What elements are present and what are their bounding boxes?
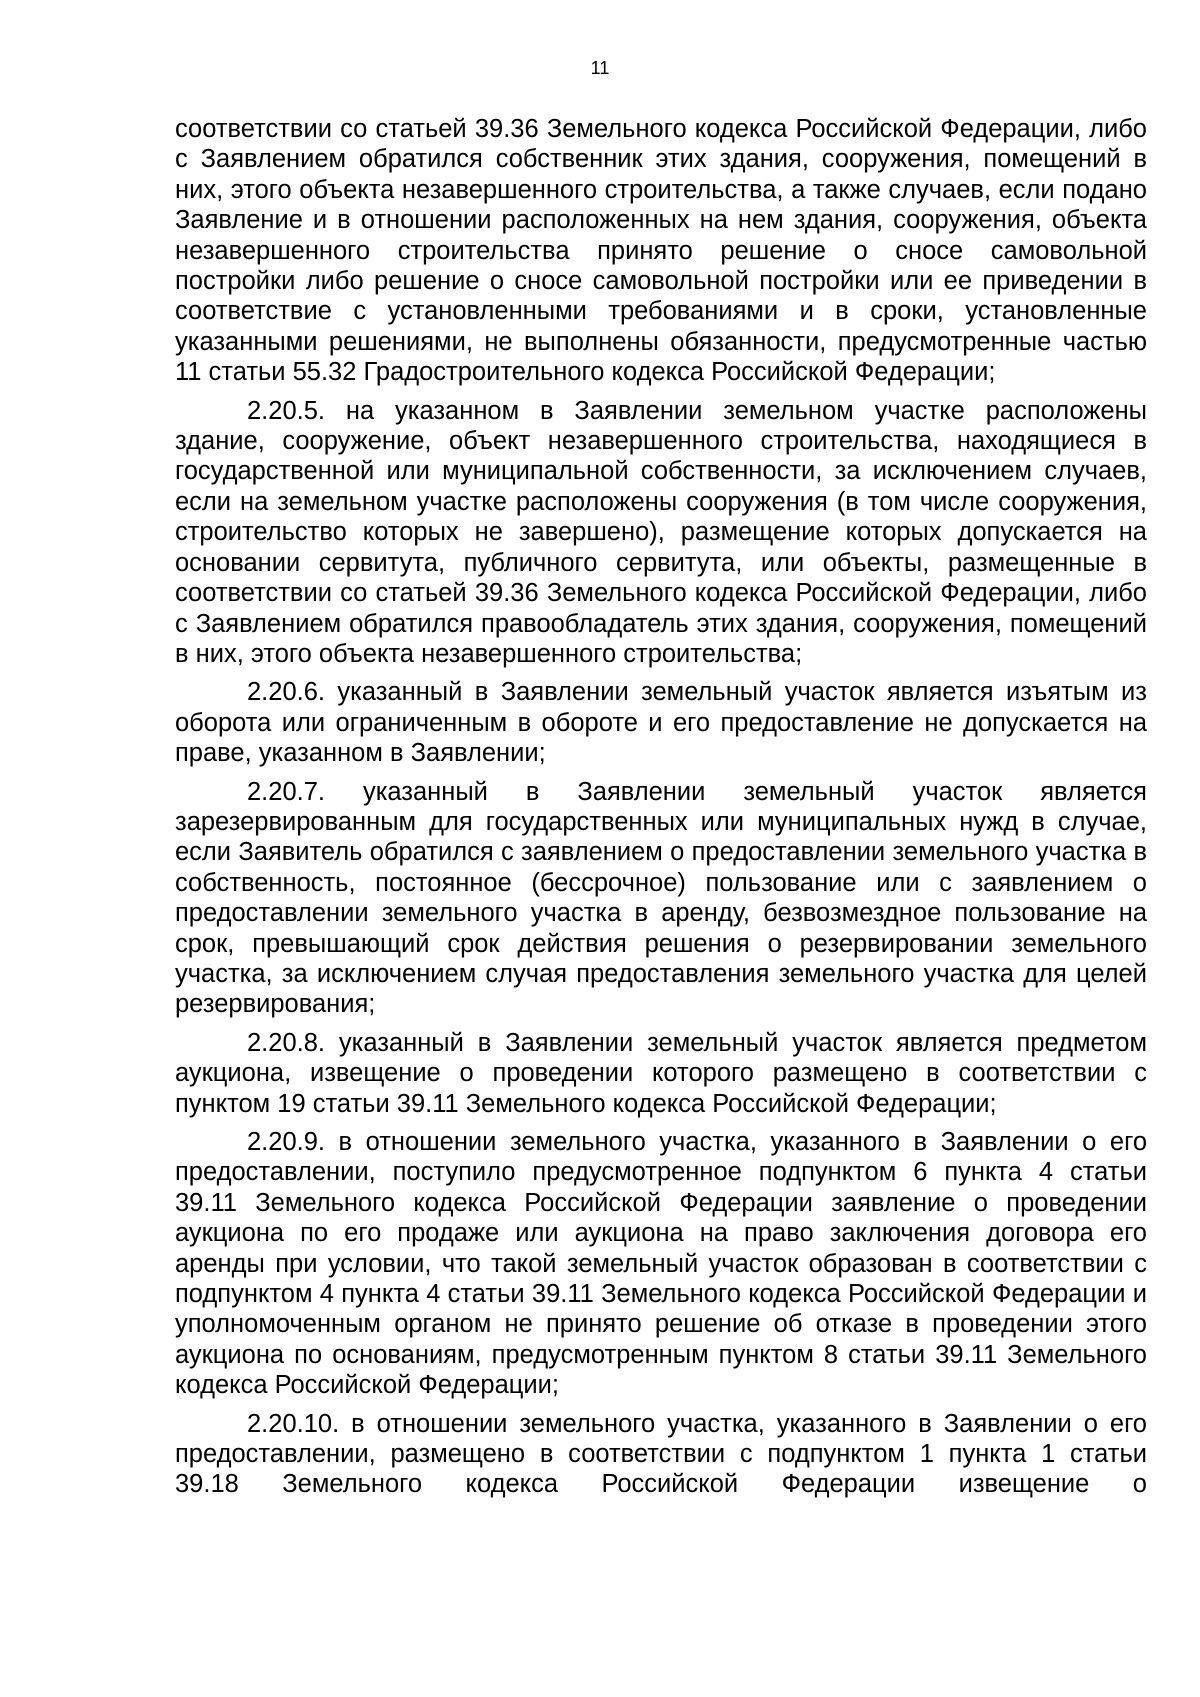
paragraph-2-20-8: 2.20.8. указанный в Заявлении земельный участок является предметом аукциона, извещение о проведении которого размещено в соответствии с пунктом 19 статьи 39.11 Земельного кодекса Российской Федерации; [175,1028,1147,1118]
document-body [175,114,1147,1508]
paragraph-2-20-7: 2.20.7. указанный в Заявлении земельный участок является зарезервированным для государственных или муниципальных нужд в случае, если Заявитель обратился с заявлением о предоставлении земельного участка в собственность, постоянное (бессрочное) пользование или с заявлением о предоставлении земельного участка в аренду, безвозмездное пользование на срок, превышающий срок действия решения о резервировании земельного участка, за исключением случая предоставления земельного участка для целей резервирования; [175,777,1147,1019]
paragraph-continuation: соответствии со статьей 39.36 Земельного кодекса Российской Федерации, либо с Заявлением обратился собственник этих здания, сооружения, помещений в них, этого объекта незавершенного строительства, а также случаев, если подано Заявление и в отношении расположенных на нем здания, сооружения, объекта незавершенного строительства принято решение о сносе самовольной постройки либо решение о сносе самовольной постройки или ее приведении в соответствие с установленными требованиями и в сроки, установленные указанными решениями, не выполнены обязанности, предусмотренные частью 11 статьи 55.32 Градостроительного кодекса Российской Федерации; [175,115,1147,387]
paragraph-2-20-5: 2.20.5. на указанном в Заявлении земельном участке расположены здание, сооружение, объект незавершенного строительства, находящиеся в государственной или муниципальной собственности, за исключением случаев, если на земельном участке расположены сооружения (в том числе сооружения, строительство которых не завершено), размещение которых допускается на основании сервитута, публичного сервитута, или объекты, размещенные в соответствии со статьей 39.36 Земельного кодекса Российской Федерации, либо с Заявлением обратился правообладатель этих здания, сооружения, помещений в них, этого объекта незавершенного строительства; [175,396,1147,668]
page-number: 11 [590,58,610,78]
paragraph-2-20-9: 2.20.9. в отношении земельного участка, указанного в Заявлении о его предоставлении, поступило предусмотренное подпунктом 6 пункта 4 статьи 39.11 Земельного кодекса Российской Федерации заявление о проведении аукциона по его продаже или аукциона на право заключения договора его аренды при условии, что такой земельный участок образован в соответствии с подпунктом 4 пункта 4 статьи 39.11 Земельного кодекса Российской Федерации и уполномоченным органом не принято решение об отказе в проведении этого аукциона по основаниям, предусмотренным пунктом 8 статьи 39.11 Земельного кодекса Российской Федерации; [175,1128,1147,1400]
paragraph-2-20-10: 2.20.10. в отношении земельного участка, указанного в Заявлении о его предоставлении, размещено в соответствии с подпунктом 1 пункта 1 статьи 39.18 Земельного кодекса Российской Федерации извещение о [175,1409,1147,1499]
paragraph-2-20-6: 2.20.6. указанный в Заявлении земельный участок является изъятым из оборота или ограниченным в обороте и его предоставление не допускается на праве, указанном в Заявлении; [175,678,1147,768]
